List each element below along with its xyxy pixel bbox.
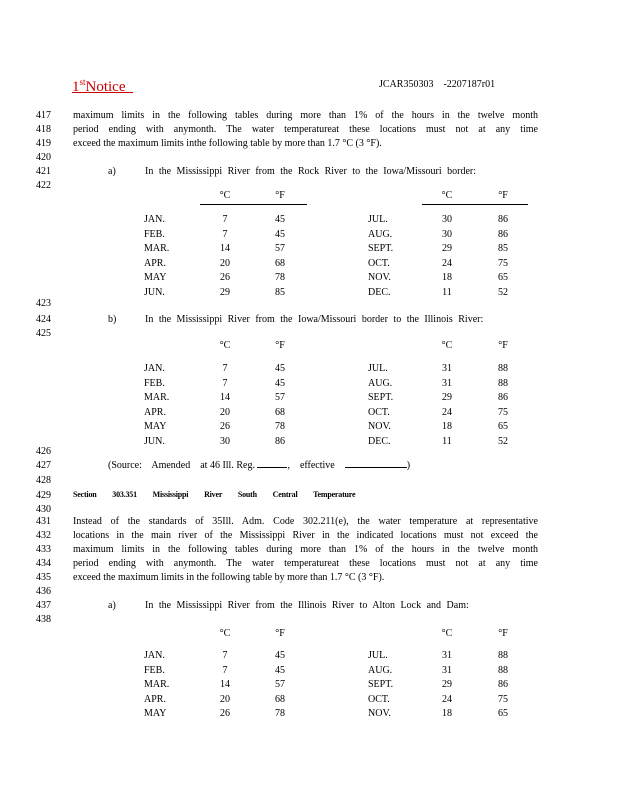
celsius-header: °C bbox=[219, 340, 231, 351]
fahrenheit-cell: 78 bbox=[275, 708, 285, 719]
fahrenheit-cell: 68 bbox=[275, 257, 285, 269]
line-number: 421 bbox=[36, 166, 51, 177]
celsius-cell: 29 bbox=[442, 243, 452, 254]
paragraph-line: locations in the main river of the Mississippi River in the indicated locations must not exceed the bbox=[73, 530, 538, 541]
celsius-cell: 14 bbox=[220, 679, 230, 690]
celsius-cell: 14 bbox=[220, 243, 230, 254]
fahrenheit-cell: 65 bbox=[498, 421, 508, 432]
celsius-cell: 7 bbox=[222, 664, 228, 676]
fahrenheit-cell: 88 bbox=[498, 377, 508, 389]
paragraph-line: Instead of the standards of 35Ill. Adm. Code 302.211(e), the water temperature at representative bbox=[73, 516, 538, 527]
month-cell: OCT. bbox=[368, 406, 390, 418]
fahrenheit-cell: 45 bbox=[275, 363, 285, 374]
month-cell: MAR. bbox=[144, 679, 170, 690]
month-cell: MAR. bbox=[144, 392, 170, 403]
month-cell: SEPT. bbox=[368, 243, 394, 254]
celsius-header: °C bbox=[219, 190, 231, 201]
celsius-cell: 26 bbox=[220, 421, 230, 432]
month-cell: APR. bbox=[144, 257, 166, 269]
line-number: 434 bbox=[36, 558, 51, 569]
line-number: 417 bbox=[36, 110, 51, 121]
fahrenheit-cell: 45 bbox=[275, 650, 285, 661]
celsius-cell: 11 bbox=[442, 435, 452, 447]
celsius-cell: 20 bbox=[220, 693, 230, 705]
month-cell: JAN. bbox=[144, 214, 165, 225]
month-cell: FEB. bbox=[144, 664, 165, 676]
month-cell: OCT. bbox=[368, 693, 390, 705]
source-note: (Source: Amended at 46 Ill. Reg. , effective ) bbox=[108, 460, 411, 471]
month-cell: AUG. bbox=[368, 377, 393, 389]
celsius-cell: 7 bbox=[222, 650, 228, 661]
line-number: 423 bbox=[36, 298, 51, 309]
fahrenheit-cell: 86 bbox=[498, 214, 508, 225]
fahrenheit-cell: 45 bbox=[275, 228, 285, 240]
celsius-cell: 30 bbox=[442, 228, 452, 240]
celsius-cell: 26 bbox=[220, 708, 230, 719]
line-number: 438 bbox=[36, 614, 51, 625]
celsius-cell: 29 bbox=[220, 286, 230, 298]
fahrenheit-cell: 68 bbox=[275, 693, 285, 705]
fahrenheit-cell: 88 bbox=[498, 664, 508, 676]
celsius-cell: 24 bbox=[442, 693, 452, 705]
fahrenheit-cell: 75 bbox=[498, 693, 508, 705]
month-cell: MAR. bbox=[144, 243, 170, 254]
subsection-title: In the Mississippi River from the Rock River to the Iowa/Missouri border: bbox=[145, 166, 477, 177]
celsius-cell: 20 bbox=[220, 406, 230, 418]
subsection-title: In the Mississippi River from the Illinois River to Alton Lock and Dam: bbox=[145, 600, 469, 611]
fahrenheit-cell: 88 bbox=[498, 650, 508, 661]
fahrenheit-header: °F bbox=[498, 628, 508, 639]
celsius-header: °C bbox=[441, 190, 453, 201]
subsection-letter: a) bbox=[108, 166, 116, 177]
line-number: 428 bbox=[36, 475, 51, 486]
celsius-cell: 24 bbox=[442, 257, 452, 269]
fahrenheit-cell: 57 bbox=[275, 243, 285, 254]
fahrenheit-header: °F bbox=[275, 340, 285, 351]
month-cell: DEC. bbox=[368, 435, 391, 447]
month-cell: JUL. bbox=[368, 363, 388, 374]
celsius-cell: 7 bbox=[222, 214, 228, 225]
fahrenheit-cell: 86 bbox=[275, 435, 285, 447]
header-rule bbox=[422, 204, 528, 205]
month-cell: FEB. bbox=[144, 377, 165, 389]
month-cell: MAY bbox=[144, 708, 167, 719]
celsius-cell: 26 bbox=[220, 272, 230, 283]
celsius-cell: 7 bbox=[222, 377, 228, 389]
fahrenheit-cell: 68 bbox=[275, 406, 285, 418]
line-number: 418 bbox=[36, 124, 51, 135]
paragraph-line: maximum limits in the following tables during more than 1% of the hours in the twelve month bbox=[73, 110, 538, 121]
month-cell: NOV. bbox=[368, 708, 391, 719]
line-number: 419 bbox=[36, 138, 51, 149]
fahrenheit-cell: 65 bbox=[498, 708, 508, 719]
month-cell: JAN. bbox=[144, 650, 165, 661]
fahrenheit-cell: 45 bbox=[275, 664, 285, 676]
month-cell: FEB. bbox=[144, 228, 165, 240]
subsection-letter: a) bbox=[108, 600, 116, 611]
celsius-cell: 31 bbox=[442, 664, 452, 676]
fahrenheit-header: °F bbox=[498, 340, 508, 351]
celsius-cell: 18 bbox=[442, 421, 452, 432]
line-number: 435 bbox=[36, 572, 51, 583]
month-cell: DEC. bbox=[368, 286, 391, 298]
celsius-cell: 29 bbox=[442, 392, 452, 403]
line-number: 429 bbox=[36, 490, 51, 501]
month-cell: JUN. bbox=[144, 435, 165, 447]
paragraph-line: exceed the maximum limits in the following table by more than 1.7 °C (3 °F). bbox=[73, 572, 385, 583]
line-number: 422 bbox=[36, 180, 51, 191]
month-cell: OCT. bbox=[368, 257, 390, 269]
fahrenheit-header: °F bbox=[275, 190, 285, 201]
month-cell: AUG. bbox=[368, 664, 393, 676]
fahrenheit-cell: 52 bbox=[498, 286, 508, 298]
subsection-title: In the Mississippi River from the Iowa/Missouri border to the Illinois River: bbox=[145, 314, 484, 325]
month-cell: AUG. bbox=[368, 228, 393, 240]
fahrenheit-cell: 78 bbox=[275, 421, 285, 432]
line-number: 433 bbox=[36, 544, 51, 555]
line-number: 420 bbox=[36, 152, 51, 163]
month-cell: JUN. bbox=[144, 286, 165, 298]
line-number: 430 bbox=[36, 504, 51, 515]
month-cell: JUL. bbox=[368, 214, 388, 225]
celsius-cell: 24 bbox=[442, 406, 452, 418]
line-number: 432 bbox=[36, 530, 51, 541]
line-number: 427 bbox=[36, 460, 51, 471]
celsius-header: °C bbox=[441, 628, 453, 639]
line-number: 436 bbox=[36, 586, 51, 597]
fahrenheit-cell: 78 bbox=[275, 272, 285, 283]
fahrenheit-cell: 65 bbox=[498, 272, 508, 283]
line-number: 424 bbox=[36, 314, 51, 325]
celsius-cell: 18 bbox=[442, 708, 452, 719]
month-cell: SEPT. bbox=[368, 679, 394, 690]
celsius-cell: 29 bbox=[442, 679, 452, 690]
line-number: 426 bbox=[36, 446, 51, 457]
celsius-header: °C bbox=[219, 628, 231, 639]
celsius-cell: 31 bbox=[442, 650, 452, 661]
month-cell: MAY bbox=[144, 272, 167, 283]
fahrenheit-cell: 85 bbox=[275, 286, 285, 298]
paragraph-line: exceed the maximum limits inthe following table by more than 1.7 °C (3 °F). bbox=[73, 138, 382, 149]
celsius-cell: 14 bbox=[220, 392, 230, 403]
month-cell: JUL. bbox=[368, 650, 388, 661]
celsius-cell: 11 bbox=[442, 286, 452, 298]
month-cell: NOV. bbox=[368, 421, 391, 432]
fahrenheit-cell: 86 bbox=[498, 392, 508, 403]
celsius-cell: 20 bbox=[220, 257, 230, 269]
paragraph-line: period ending with anymonth. The water temperatureat these locations must not at any time bbox=[73, 124, 538, 135]
line-number: 437 bbox=[36, 600, 51, 611]
month-cell: NOV. bbox=[368, 272, 391, 283]
fahrenheit-cell: 75 bbox=[498, 257, 508, 269]
fahrenheit-cell: 86 bbox=[498, 679, 508, 690]
fahrenheit-cell: 45 bbox=[275, 377, 285, 389]
subsection-letter: b) bbox=[108, 314, 117, 325]
fahrenheit-header: °F bbox=[275, 628, 285, 639]
fahrenheit-cell: 88 bbox=[498, 363, 508, 374]
celsius-cell: 18 bbox=[442, 272, 452, 283]
fahrenheit-cell: 86 bbox=[498, 228, 508, 240]
line-number: 431 bbox=[36, 516, 51, 527]
fahrenheit-cell: 52 bbox=[498, 435, 508, 447]
paragraph-line: period ending with anymonth. The water temperatureat these locations must not at any time bbox=[73, 558, 538, 569]
paragraph-line: maximum limits in the following tables during more than 1% of the hours in the twelve month bbox=[73, 544, 538, 555]
celsius-cell: 30 bbox=[220, 435, 230, 447]
fahrenheit-cell: 85 bbox=[498, 243, 508, 254]
line-number: 425 bbox=[36, 328, 51, 339]
celsius-cell: 7 bbox=[222, 363, 228, 374]
month-cell: MAY bbox=[144, 421, 167, 432]
header-rule bbox=[200, 204, 307, 205]
month-cell: SEPT. bbox=[368, 392, 394, 403]
celsius-header: °C bbox=[441, 340, 453, 351]
document-code: JCAR350303 -2207187r01 bbox=[379, 79, 496, 90]
month-cell: APR. bbox=[144, 693, 166, 705]
celsius-cell: 7 bbox=[222, 228, 228, 240]
month-cell: APR. bbox=[144, 406, 166, 418]
fahrenheit-cell: 45 bbox=[275, 214, 285, 225]
notice-label: 1stNotice bbox=[72, 77, 126, 95]
fahrenheit-cell: 75 bbox=[498, 406, 508, 418]
fahrenheit-cell: 57 bbox=[275, 679, 285, 690]
fahrenheit-header: °F bbox=[498, 190, 508, 201]
celsius-cell: 30 bbox=[442, 214, 452, 225]
fahrenheit-cell: 57 bbox=[275, 392, 285, 403]
celsius-cell: 31 bbox=[442, 377, 452, 389]
month-cell: JAN. bbox=[144, 363, 165, 374]
celsius-cell: 31 bbox=[442, 363, 452, 374]
section-heading: Section 303.351 Mississippi River South Central Temperature bbox=[73, 490, 356, 499]
